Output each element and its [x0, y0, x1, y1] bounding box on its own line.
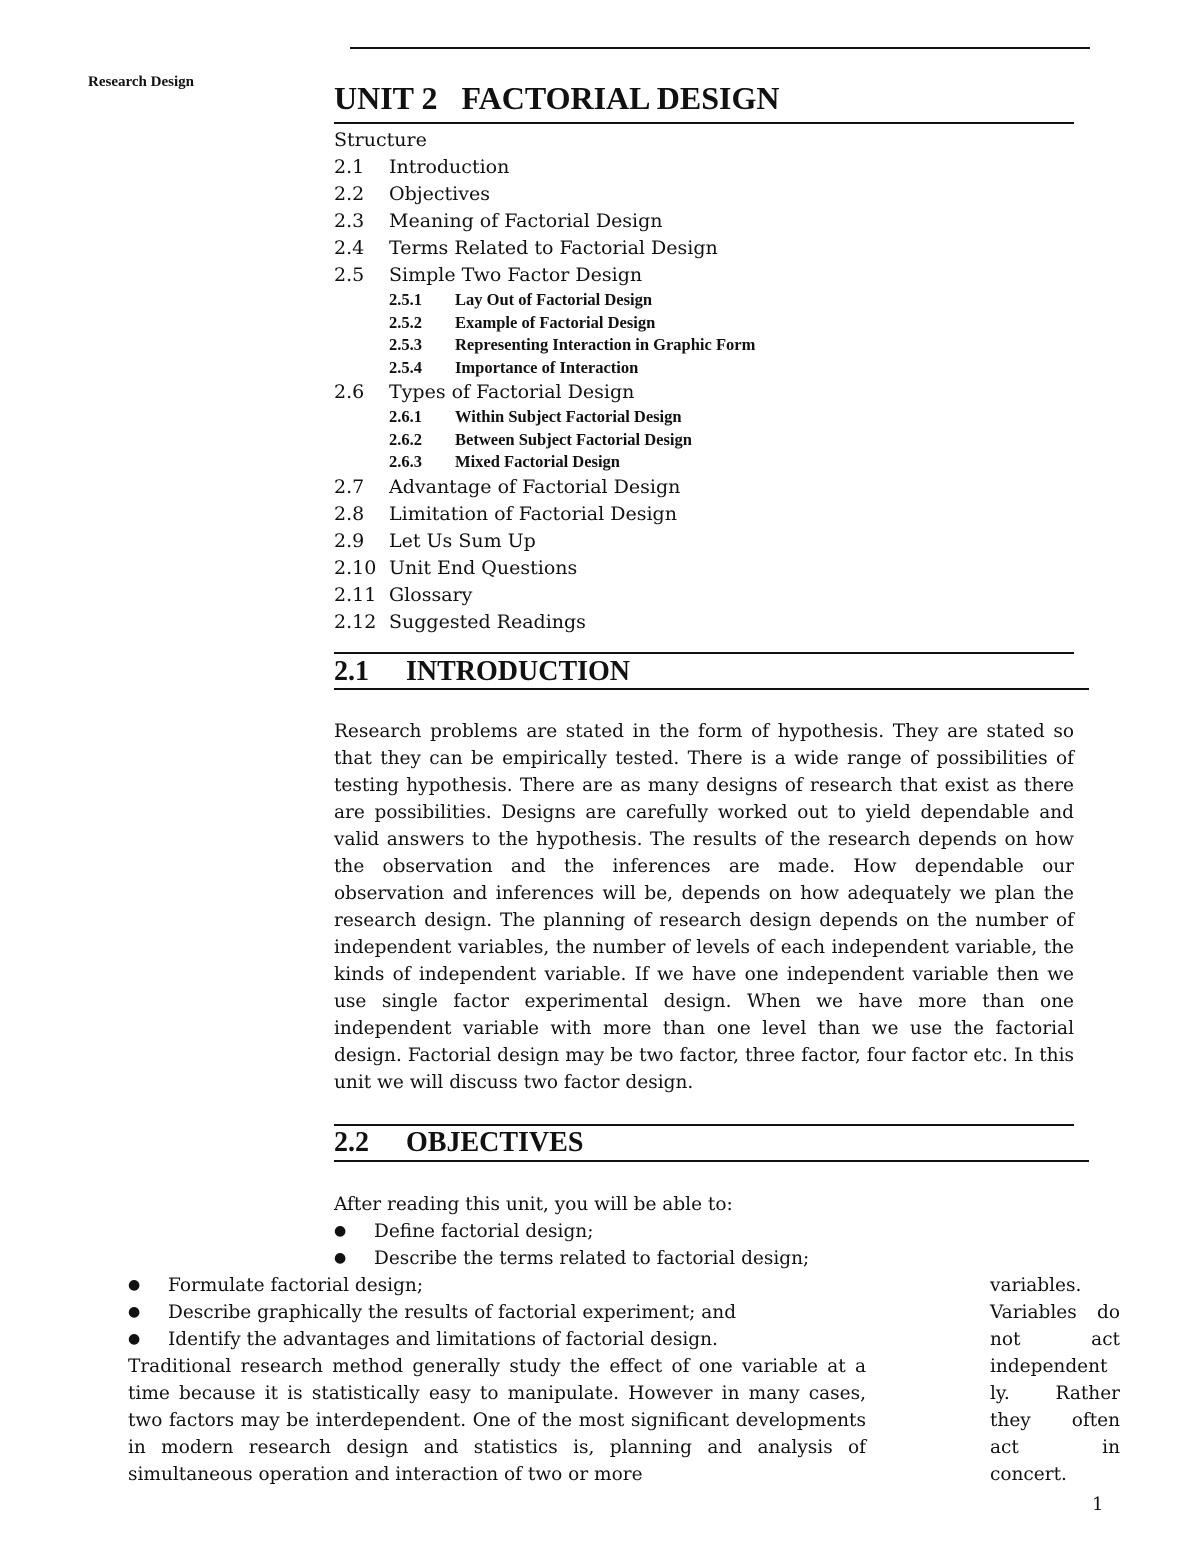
- toc-label: Unit End Questions: [389, 556, 578, 579]
- toc-item: [334, 609, 1074, 636]
- toc-subitem: [334, 429, 1074, 452]
- objective-bullet: [128, 1272, 423, 1299]
- bullet-icon: ●: [334, 1250, 347, 1266]
- objective-bullet: [128, 1299, 736, 1326]
- side-line: independent: [990, 1356, 1108, 1377]
- toc-number: 2.2: [334, 183, 365, 205]
- section-title: INTRODUCTION: [406, 656, 631, 687]
- toc-item: [334, 181, 1074, 208]
- toc-item: [334, 582, 1074, 609]
- section-rule-bottom: [334, 688, 1089, 690]
- unit-title: UNIT 2 FACTORIAL DESIGN: [334, 80, 780, 116]
- section-rule-top: [334, 652, 1074, 654]
- section-number: 2.1: [334, 656, 369, 687]
- introduction-paragraph: Research problems are stated in the form of hypothesis. They are stated so that they can be empirically tested. There is a wide range of possibilities of testing hypothesis. There are as many designs of research that exist as there are possibilities. Designs are carefully worked out to yield dependable and valid answers to the hypothesis. The results of the research depends on how the observation and the inferences are made. How dependable our observation and inferences will be, depends on how adequately we plan the research design. The planning of research design depends on the number of independent variables, the number of levels of each independent variable, the kinds of independent variable. If we have one independent variable then we use single factor experimental design. When we have more than one independent variable with more than one level than we use the factorial design. Factorial design may be two factor, three factor, four factor etc. In this unit we will discuss two factor design.: [334, 721, 1074, 1093]
- toc-number: 2.3: [334, 210, 365, 232]
- side-line: ly. Rather: [990, 1383, 1120, 1404]
- toc-subitem: [334, 451, 1074, 474]
- toc-number: 2.9: [334, 529, 365, 552]
- toc-sublabel: Lay Out of Factorial Design: [455, 290, 653, 309]
- toc-subnumber: 2.6.1: [389, 407, 422, 426]
- toc-sublabel: Representing Interaction in Graphic Form: [455, 335, 756, 354]
- toc-number: 2.6: [334, 381, 365, 403]
- section-rule-bottom: [334, 1160, 1089, 1162]
- toc-label: Introduction: [389, 156, 510, 178]
- objective-text: Describe graphically the results of factorial experiment; and: [168, 1302, 737, 1323]
- objective-text: Formulate factorial design;: [168, 1275, 424, 1296]
- toc-label: Simple Two Factor Design: [389, 264, 643, 286]
- toc-item: [334, 154, 1074, 181]
- bullet-icon: ●: [334, 1223, 347, 1239]
- toc-item: [334, 555, 1074, 582]
- running-head: Research Design: [88, 74, 194, 90]
- toc-item: [334, 501, 1074, 528]
- side-line: concert.: [990, 1464, 1067, 1485]
- toc-subnumber: 2.5.4: [389, 357, 422, 377]
- toc-item: [334, 474, 1074, 501]
- toc-item: [334, 235, 1074, 262]
- top-rule: [350, 47, 1090, 49]
- toc-label: Glossary: [389, 583, 473, 606]
- toc-label: Let Us Sum Up: [389, 529, 536, 552]
- toc-item: [334, 208, 1074, 235]
- objective-text: Describe the terms related to factorial design;: [374, 1248, 810, 1269]
- section-title: OBJECTIVES: [406, 1127, 584, 1158]
- toc-number: 2.7: [334, 475, 365, 498]
- toc-subnumber: 2.6.3: [389, 452, 422, 471]
- bullet-icon: ●: [128, 1277, 141, 1293]
- side-column: [990, 1272, 1120, 1488]
- toc-number: 2.5: [334, 264, 365, 286]
- structure-heading: Structure: [334, 129, 427, 151]
- toc-label: Advantage of Factorial Design: [389, 475, 681, 498]
- toc-subnumber: 2.5.2: [389, 312, 422, 332]
- bullet-icon: ●: [128, 1304, 141, 1320]
- toc-sublabel: Within Subject Factorial Design: [455, 407, 682, 426]
- bullet-icon: ●: [128, 1331, 141, 1347]
- toc-sublabel: Between Subject Factorial Design: [455, 429, 692, 449]
- side-line: Variables do: [990, 1302, 1120, 1323]
- toc-label: Terms Related to Factorial Design: [389, 237, 718, 259]
- section-heading-objectives: [334, 1127, 583, 1159]
- toc-label: Meaning of Factorial Design: [389, 210, 663, 232]
- toc-label: Suggested Readings: [389, 610, 586, 633]
- side-line: they often: [990, 1410, 1120, 1431]
- toc-label: Limitation of Factorial Design: [389, 502, 677, 525]
- toc-number: 2.11: [334, 583, 377, 606]
- section-heading-introduction: [334, 656, 630, 688]
- toc-subitem: [334, 334, 1074, 357]
- toc-sublabel: Importance of Interaction: [455, 357, 639, 377]
- toc-number: 2.1: [334, 156, 365, 178]
- toc-item: [334, 262, 1074, 289]
- toc-label: Objectives: [389, 183, 490, 205]
- toc-number: 2.12: [334, 610, 377, 633]
- side-line: variables.: [990, 1275, 1082, 1296]
- toc-subnumber: 2.5.1: [389, 290, 422, 309]
- toc-subitem: [334, 312, 1074, 335]
- objective-text: Identify the advantages and limitations of factorial design.: [168, 1329, 718, 1350]
- toc-item: [334, 528, 1074, 555]
- toc-number: 2.4: [334, 237, 365, 259]
- page-number: 1: [1092, 1494, 1104, 1515]
- toc-sublabel: Mixed Factorial Design: [455, 452, 620, 471]
- objective-bullet: [334, 1245, 809, 1272]
- toc-subnumber: 2.5.3: [389, 335, 422, 354]
- title-rule: [334, 122, 1074, 124]
- objective-text: Define factorial design;: [374, 1221, 594, 1242]
- toc-subnumber: 2.6.2: [389, 429, 422, 449]
- continuation-paragraph: Traditional research method generally study the effect of one variable at a time because it is statistically easy to manipulate. However in many cases, two factors may be interdependent. One of the most significant developments in modern research design and statistics is, planning and analysis of simultaneous operation and interaction of two or more: [128, 1356, 866, 1485]
- objective-bullet: [128, 1326, 718, 1353]
- toc-subitem: [334, 357, 1074, 380]
- toc-subitem: [334, 289, 1074, 312]
- side-line: act in: [990, 1437, 1120, 1458]
- structure-toc: [334, 126, 1074, 636]
- toc-subitem: [334, 406, 1074, 429]
- toc-number: 2.8: [334, 502, 365, 525]
- section-rule-top: [334, 1124, 1074, 1126]
- side-line: not act: [990, 1329, 1120, 1350]
- toc-label: Types of Factorial Design: [389, 381, 635, 403]
- toc-item: [334, 379, 1074, 406]
- objectives-lead: After reading this unit, you will be able to:: [334, 1194, 733, 1215]
- toc-number: 2.10: [334, 556, 377, 579]
- objective-bullet: [334, 1218, 593, 1245]
- section-number: 2.2: [334, 1127, 369, 1158]
- toc-sublabel: Example of Factorial Design: [455, 312, 656, 332]
